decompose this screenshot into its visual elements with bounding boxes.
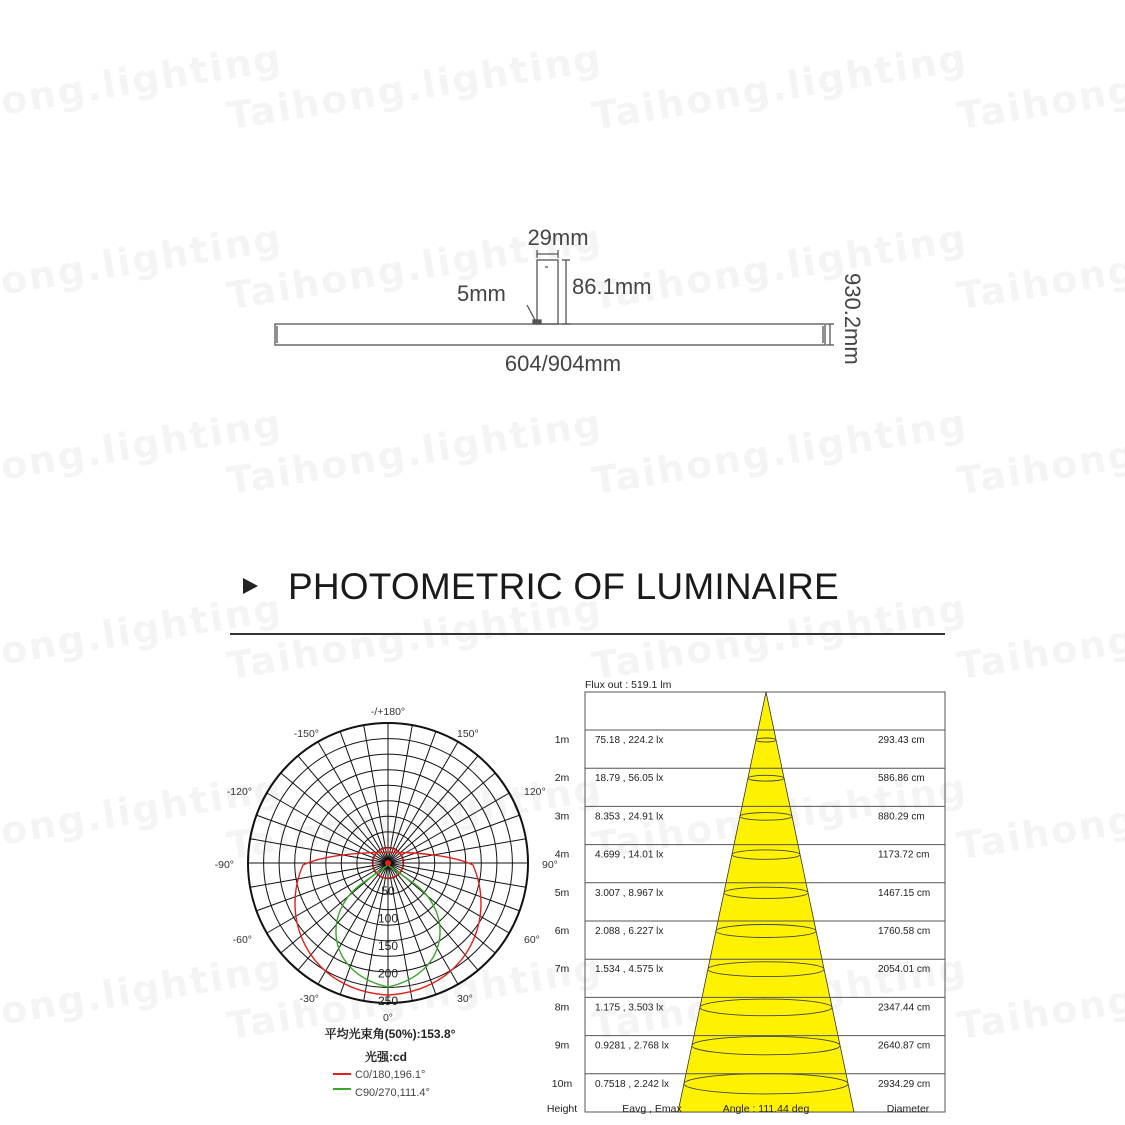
row-height-label: 7m [554,963,570,976]
polar-angle-label: 120° [524,786,546,798]
dimension-drawing [0,0,1125,420]
row-illuminance-value: 4.699 , 14.01 lx [595,849,664,861]
row-diameter-value: 586.86 cm [878,773,925,785]
row-height-label: 8m [554,1001,570,1014]
row-diameter-value: 293.43 cm [878,735,925,746]
polar-angle-label: -90° [214,859,234,871]
row-illuminance-value: 75.18 , 224.2 lx [595,735,664,746]
row-height-label: 1m [554,734,570,746]
polar-angle-label: -30° [299,993,319,1005]
row-diameter-value: 2934.29 cm [878,1078,931,1090]
row-diameter-value: 1467.15 cm [878,887,931,899]
polar-radial-label: 100 [377,911,399,926]
row-diameter-value: 1760.58 cm [878,926,931,937]
body-height-label: 86.1mm [572,274,652,299]
polar-angle-label: -150° [293,728,319,740]
row-diameter-value: 2054.01 cm [878,964,931,976]
polar-angle-label: 0° [382,1012,394,1024]
row-illuminance-value: 0.9281 , 2.768 lx [595,1040,669,1052]
row-illuminance-value: 3.007 , 8.967 lx [595,887,664,899]
polar-angle-label: 90° [542,859,558,871]
watermark-text [954,946,1125,1049]
luminaire-body-outline [275,324,825,345]
beam-angle-label: 平均光束角(50%):153.8° [324,1027,456,1041]
row-height-label: 10m [551,1077,573,1090]
row-illuminance-value: 1.175 , 3.503 lx [595,1002,664,1014]
row-diameter-value: 2640.87 cm [878,1040,931,1052]
row-illuminance-value: 2.088 , 6.227 lx [595,926,664,937]
polar-angle-label: -/+180° [370,706,406,718]
flux-label: Flux out : 519.1 lm [585,679,672,691]
row-diameter-value: 1173.72 cm [878,849,930,861]
footer-height: Height [546,1103,578,1115]
section-arrow-icon [243,578,258,594]
suspension-bracket-outline [537,260,558,324]
polar-angle-label: 30° [457,993,473,1005]
legend-label-c90: C90/270,111.4° [355,1087,430,1099]
row-illuminance-value: 18.79 , 56.05 lx [595,773,664,785]
length-label: 604/904mm [504,351,622,376]
watermark-text [954,766,1125,869]
total-height-label: 930.2mm [840,273,865,365]
row-illuminance-value: 1.534 , 4.575 lx [595,964,664,976]
light-cone [678,692,854,1112]
polar-angle-label: 60° [524,934,540,946]
intensity-unit-label: 光强:cd [364,1050,408,1064]
polar-angle-label: -120° [226,786,252,798]
section-title: PHOTOMETRIC OF LUMINAIRE [288,566,839,607]
watermark-text [0,586,285,689]
polar-center-dot [385,860,391,866]
row-diameter-value: 2347.44 cm [878,1002,931,1014]
polar-radial-label: 150 [377,939,399,953]
row-diameter-value: 880.29 cm [878,811,925,823]
footer-diameter: Diameter [886,1103,930,1115]
row-illuminance-value: 0.7518 , 2.242 lx [595,1078,669,1090]
polar-radial-label: 250 [377,994,399,1008]
watermark-text [954,586,1125,689]
footer-angle: Angle : 111.44 deg [722,1103,810,1115]
row-height-label: 6m [554,925,570,937]
row-height-label: 4m [554,848,570,861]
row-height-label: 5m [554,886,570,899]
row-height-label: 3m [554,810,570,823]
polar-intensity-diagram [210,705,570,1105]
legend-label-c0: C0/180,196.1° [355,1069,426,1081]
illuminance-cone-diagram [540,670,960,1120]
polar-radial-label: 200 [377,966,399,981]
row-illuminance-value: 8.353 , 24.91 lx [595,811,664,823]
row-height-label: 2m [554,772,570,785]
polar-angle-label: 150° [457,728,479,740]
polar-angle-label: -60° [232,934,252,946]
polar-radial-label: 50 [381,884,395,898]
depth-label: 5mm [457,281,506,306]
section-divider [230,633,945,635]
width-top-label: 29mm [527,225,589,250]
footer-eavg: Eavg , Emax [622,1103,682,1115]
row-height-label: 9m [554,1039,570,1052]
